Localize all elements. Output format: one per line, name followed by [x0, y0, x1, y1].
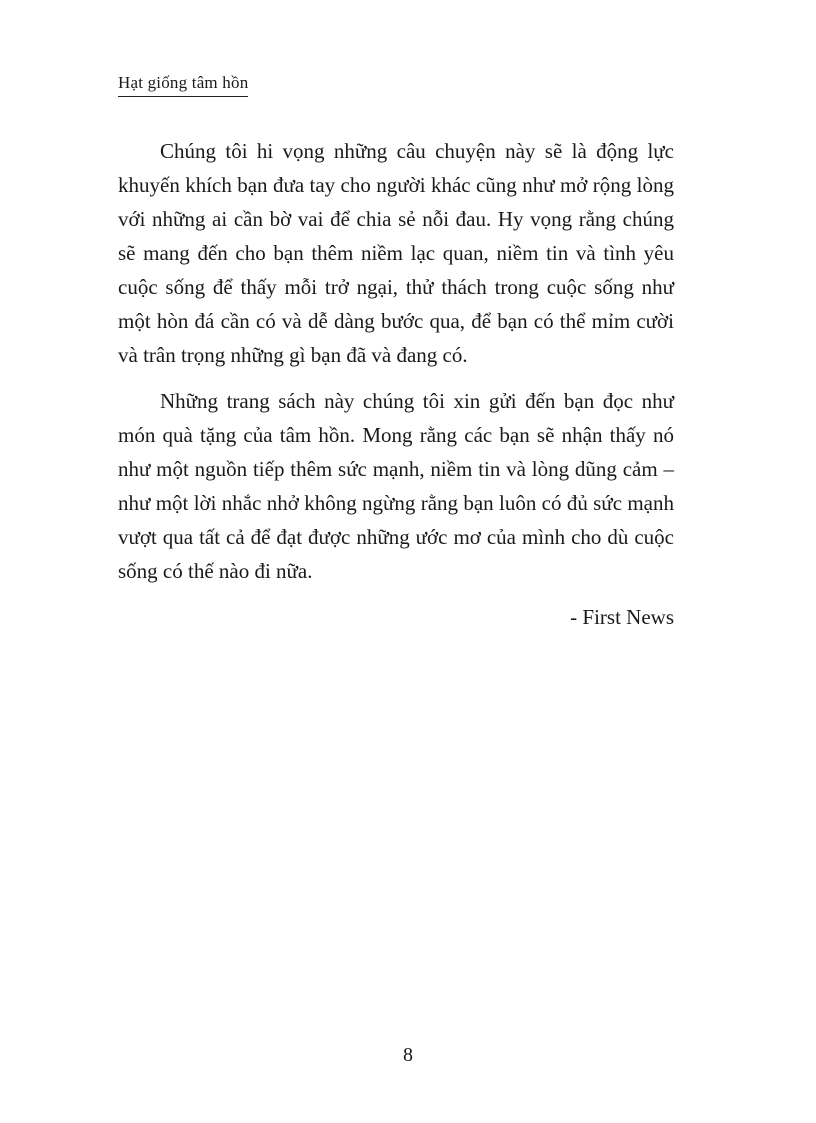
body-text — [118, 134, 674, 634]
signature: - First News — [570, 605, 674, 629]
paragraph-1: Chúng tôi hi vọng những câu chuyện này sẽ là động lực khuyến khích bạn đưa tay cho người khác cũng như mở rộng lòng với những ai cần bờ vai để chia sẻ nỗi đau. Hy vọng rằng chúng sẽ mang đến cho bạn thêm niềm lạc quan, niềm tin và tình yêu cuộc sống để thấy mỗi trở ngại, thử thách trong cuộc sống như một hòn đá cần có và dễ dàng bước qua, để bạn có thể mỉm cười và trân trọng những gì bạn đã và đang có. — [118, 139, 674, 367]
paragraph-2: Những trang sách này chúng tôi xin gửi đến bạn đọc như món quà tặng của tâm hồn. Mong rằng các bạn sẽ nhận thấy nó như một nguồn tiếp thêm sức mạnh, niềm tin và lòng dũng cảm – như một lời nhắc nhở không ngừng rằng bạn luôn có đủ sức mạnh vượt qua tất cả để đạt được những ước mơ của mình cho dù cuộc sống có thế nào đi nữa. — [118, 389, 674, 583]
running-header-title: Hạt giống tâm hồn — [118, 72, 248, 97]
page-number: 8 — [403, 1044, 413, 1066]
